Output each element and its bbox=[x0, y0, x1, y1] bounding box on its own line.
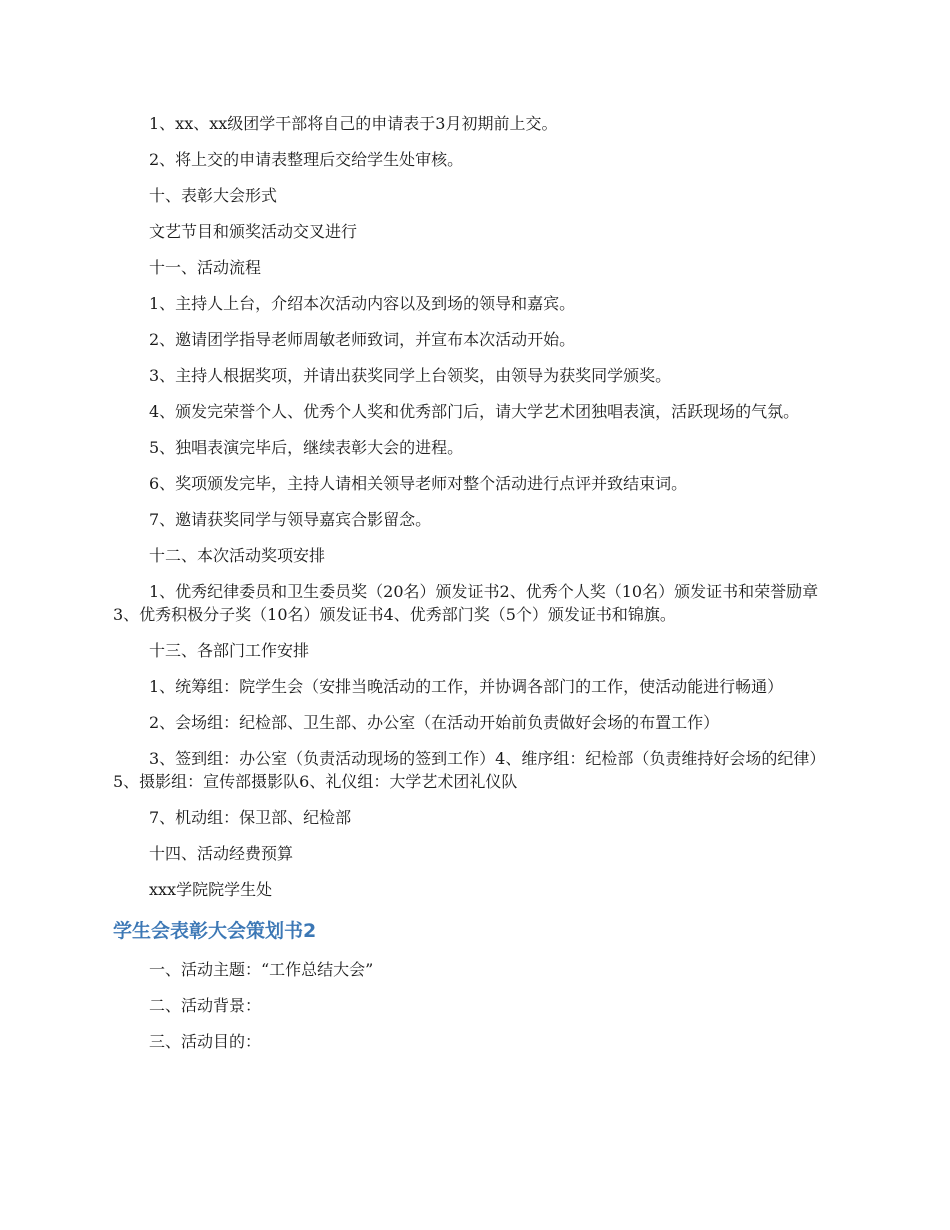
document-body bbox=[113, 112, 840, 1066]
section-title: 十二、本次活动奖项安排 bbox=[149, 546, 326, 565]
document-heading: 学生会表彰大会策划书2 bbox=[113, 920, 317, 942]
paragraph: 1、统筹组：院学生会（安排当晚活动的工作，并协调各部门的工作，使活动能进行畅通） bbox=[149, 677, 784, 696]
section-title: 三、活动目的： bbox=[149, 1032, 262, 1051]
paragraph: 7、邀请获奖同学与领导嘉宾合影留念。 bbox=[149, 510, 432, 529]
section-title: 二、活动背景： bbox=[149, 996, 262, 1015]
paragraph: 1、优秀纪律委员和卫生委员奖（20名）颁发证书2、优秀个人奖（10名）颁发证书和荣誉励章3、优秀积极分子奖（10名）颁发证书4、优秀部门奖（5个）颁发证书和锦旗。 bbox=[113, 582, 819, 624]
section-title: 十四、活动经费预算 bbox=[149, 844, 294, 863]
paragraph: 2、会场组：纪检部、卫生部、办公室（在活动开始前负责做好会场的布置工作） bbox=[149, 713, 720, 732]
paragraph: 7、机动组：保卫部、纪检部 bbox=[149, 808, 352, 827]
section-title: 十一、活动流程 bbox=[149, 258, 262, 277]
paragraph: 文艺节目和颁奖活动交叉进行 bbox=[149, 222, 358, 241]
section-title: 一、活动主题：“工作总结大会” bbox=[149, 960, 374, 979]
paragraph: 3、主持人根据奖项，并请出获奖同学上台领奖，由领导为获奖同学颁奖。 bbox=[149, 366, 672, 385]
paragraph: 1、主持人上台，介绍本次活动内容以及到场的领导和嘉宾。 bbox=[149, 294, 576, 313]
paragraph: 5、独唱表演完毕后，继续表彰大会的进程。 bbox=[149, 438, 464, 457]
paragraph: 2、将上交的申请表整理后交给学生处审核。 bbox=[149, 150, 464, 169]
section-title: 十、表彰大会形式 bbox=[149, 186, 278, 205]
paragraph: 3、签到组：办公室（负责活动现场的签到工作）4、维序组：纪检部（负责维持好会场的纪律）5、摄影组：宣传部摄影队6、礼仪组：大学艺术团礼仪队 bbox=[113, 749, 826, 791]
paragraph: 6、奖项颁发完毕，主持人请相关领导老师对整个活动进行点评并致结束词。 bbox=[149, 474, 688, 493]
paragraph: 2、邀请团学指导老师周敏老师致词，并宣布本次活动开始。 bbox=[149, 330, 576, 349]
section-title: 十三、各部门工作安排 bbox=[149, 641, 310, 660]
paragraph: 4、颁发完荣誉个人、优秀个人奖和优秀部门后，请大学艺术团独唱表演，活跃现场的气氛。 bbox=[149, 402, 800, 421]
paragraph: 1、xx、xx级团学干部将自己的申请表于3月初期前上交。 bbox=[149, 114, 558, 133]
paragraph: xxx学院院学生处 bbox=[149, 880, 273, 899]
